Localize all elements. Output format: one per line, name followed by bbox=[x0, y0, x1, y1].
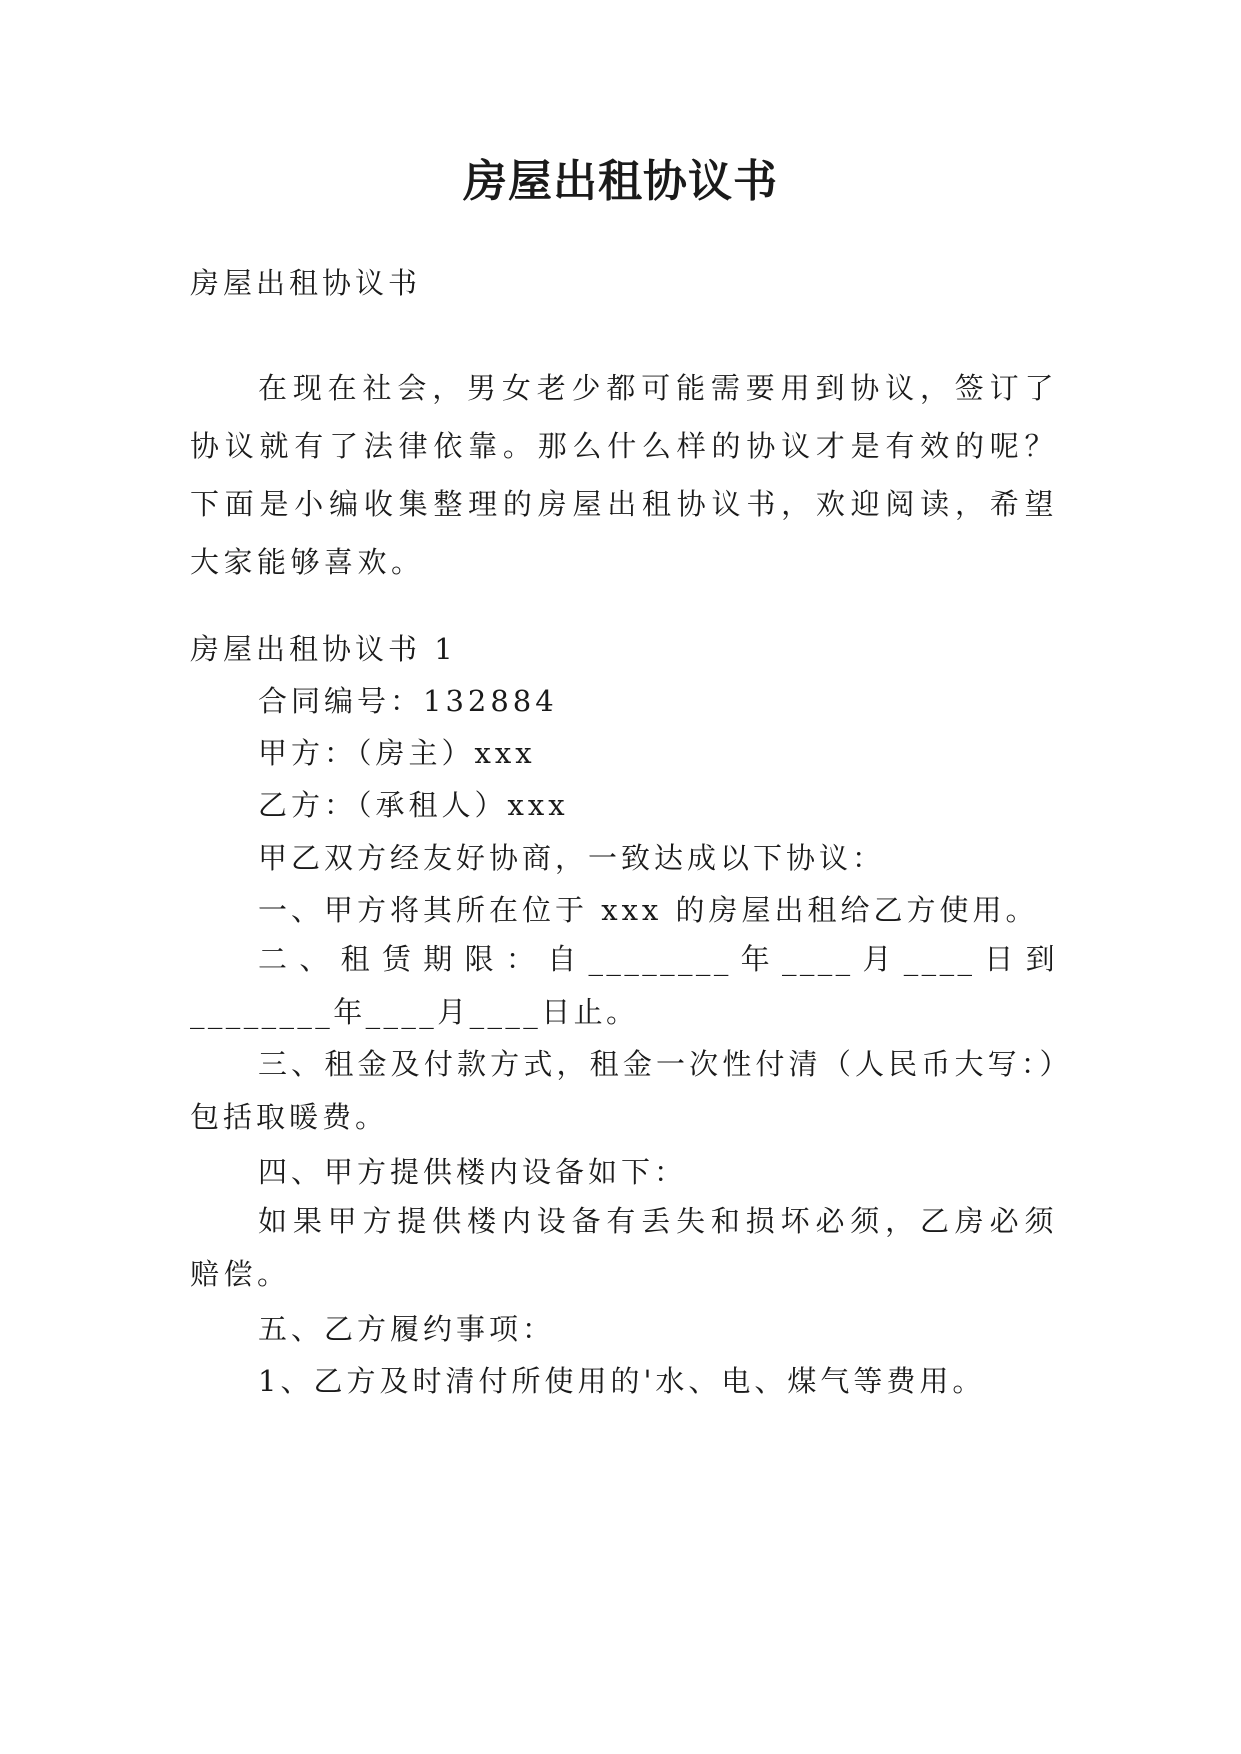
clause-5-item-1: 1、乙方及时清付所使用的'水、电、煤气等费用。 bbox=[258, 1364, 986, 1398]
document-subtitle: 房屋出租协议书 bbox=[190, 266, 422, 300]
agreement-lead: 甲乙双方经友好协商，一致达成以下协议： bbox=[258, 841, 886, 875]
clause-1: 一、甲方将其所在位于 xxx 的房屋出租给乙方使用。 bbox=[258, 893, 1039, 927]
clause-5: 五、乙方履约事项： bbox=[258, 1312, 556, 1346]
party-a: 甲方：（房主）xxx bbox=[258, 736, 536, 770]
clause-2: 二、租赁期限：自________年____月____日到________年____月____日止。 bbox=[190, 942, 1058, 1029]
section-heading: 房屋出租协议书 1 bbox=[190, 632, 457, 666]
clause-4-detail: 如果甲方提供楼内设备有丢失和损坏必须，乙房必须赔偿。 bbox=[190, 1204, 1058, 1291]
intro-paragraph: 在现在社会，男女老少都可能需要用到协议，签订了协议就有了法律依靠。那么什么样的协议才是有效的呢？下面是小编收集整理的房屋出租协议书，欢迎阅读，希望大家能够喜欢。 bbox=[190, 371, 1058, 579]
clause-3: 三、租金及付款方式，租金一次性付清（人民币大写：）包括取暖费。 bbox=[190, 1047, 1058, 1134]
contract-number: 合同编号：132884 bbox=[258, 684, 558, 718]
document-title: 房屋出租协议书 bbox=[463, 156, 778, 207]
party-b: 乙方：（承租人）xxx bbox=[258, 788, 569, 822]
clause-4: 四、甲方提供楼内设备如下： bbox=[258, 1155, 688, 1189]
